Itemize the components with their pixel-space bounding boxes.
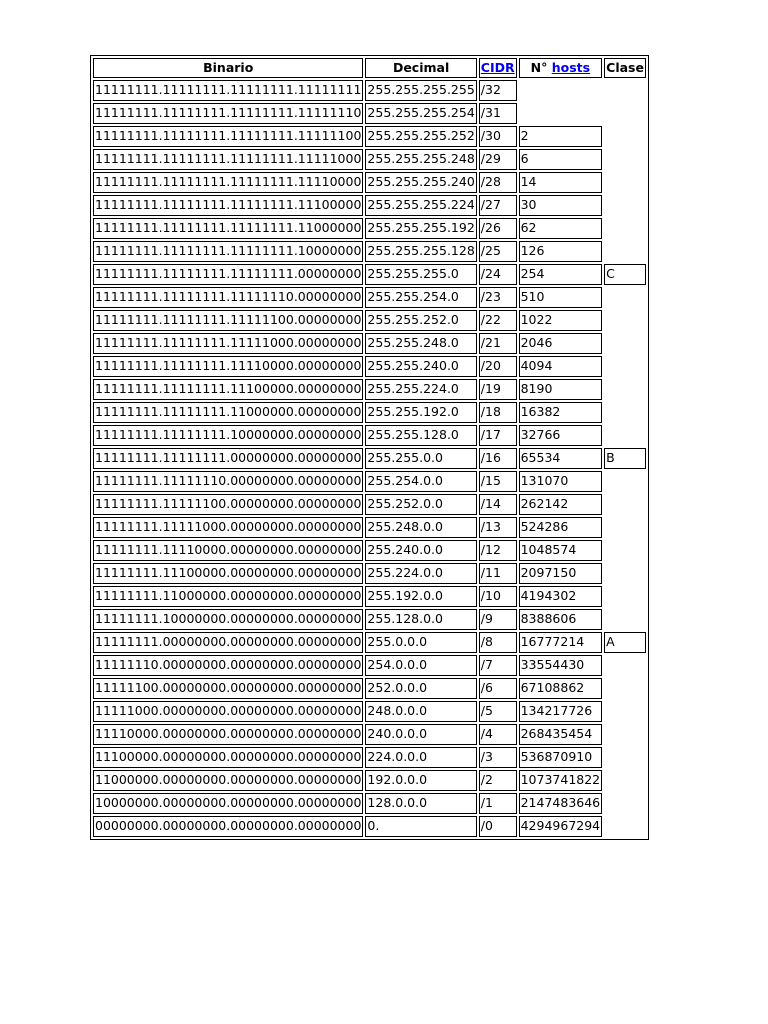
cell-hosts: 2097150 — [519, 563, 603, 584]
cell-decimal: 255.255.0.0 — [365, 448, 476, 469]
cell-hosts-empty — [519, 80, 646, 124]
cell-hosts: 6 — [519, 149, 603, 170]
header-hosts — [519, 58, 603, 78]
cell-clase — [604, 402, 646, 423]
table-row — [93, 540, 646, 561]
cell-hosts: 4094 — [519, 356, 603, 377]
cell-decimal: 255.255.255.254 — [365, 103, 476, 124]
cell-cidr: /6 — [479, 678, 517, 699]
cell-clase — [604, 471, 646, 492]
cell-hosts: 268435454 — [519, 724, 603, 745]
cell-cidr: /14 — [479, 494, 517, 515]
cell-hosts: 134217726 — [519, 701, 603, 722]
cell-decimal: 224.0.0.0 — [365, 747, 476, 768]
cell-hosts: 33554430 — [519, 655, 603, 676]
cell-decimal: 255.255.254.0 — [365, 287, 476, 308]
cell-clase — [604, 126, 646, 147]
cell-binario: 11111111.11111111.11111100.00000000 — [93, 310, 363, 331]
cell-hosts: 510 — [519, 287, 603, 308]
table-row — [93, 678, 646, 699]
cell-cidr: /9 — [479, 609, 517, 630]
table-row — [93, 655, 646, 676]
cell-clase — [604, 425, 646, 446]
cidr-link[interactable]: CIDR — [480, 59, 515, 75]
cell-binario: 11000000.00000000.00000000.00000000 — [93, 770, 363, 791]
cell-clase — [604, 724, 646, 745]
cell-cidr: /7 — [479, 655, 517, 676]
cell-hosts: 126 — [519, 241, 603, 262]
table-row — [93, 218, 646, 239]
cell-cidr: /19 — [479, 379, 517, 400]
cell-decimal: 255.192.0.0 — [365, 586, 476, 607]
table-row — [93, 816, 646, 837]
cell-binario: 11111111.11111111.10000000.00000000 — [93, 425, 363, 446]
cell-decimal: 254.0.0.0 — [365, 655, 476, 676]
table-row — [93, 747, 646, 768]
table-row — [93, 333, 646, 354]
cell-cidr: /23 — [479, 287, 517, 308]
cell-binario: 11111111.00000000.00000000.00000000 — [93, 632, 363, 653]
hosts-link[interactable]: hosts — [551, 59, 591, 75]
table-row — [93, 195, 646, 216]
cell-binario: 10000000.00000000.00000000.00000000 — [93, 793, 363, 814]
header-decimal: Decimal — [365, 58, 476, 78]
cell-binario: 11111111.11111111.11111111.11111111 — [93, 80, 363, 101]
cell-cidr: /10 — [479, 586, 517, 607]
cell-cidr: /3 — [479, 747, 517, 768]
cell-cidr: /1 — [479, 793, 517, 814]
cell-binario: 11111111.11111110.00000000.00000000 — [93, 471, 363, 492]
cell-clase — [604, 172, 646, 193]
cell-decimal: 255.255.255.255 — [365, 80, 476, 101]
cell-decimal: 255.128.0.0 — [365, 609, 476, 630]
cell-clase — [604, 701, 646, 722]
cell-clase: B — [604, 448, 646, 469]
cell-hosts: 2147483646 — [519, 793, 603, 814]
cell-binario: 11111111.11111111.11111111.00000000 — [93, 264, 363, 285]
table-row — [93, 287, 646, 308]
cell-cidr: /25 — [479, 241, 517, 262]
cell-hosts: 131070 — [519, 471, 603, 492]
cell-decimal: 255.255.255.240 — [365, 172, 476, 193]
table-row — [93, 724, 646, 745]
cell-clase: A — [604, 632, 646, 653]
cell-decimal: 255.255.252.0 — [365, 310, 476, 331]
table-row — [93, 425, 646, 446]
cell-decimal: 255.255.224.0 — [365, 379, 476, 400]
cell-clase — [604, 241, 646, 262]
cell-hosts: 30 — [519, 195, 603, 216]
cell-cidr: /5 — [479, 701, 517, 722]
cell-binario: 11110000.00000000.00000000.00000000 — [93, 724, 363, 745]
cell-cidr: /32 — [479, 80, 517, 101]
cell-cidr: /16 — [479, 448, 517, 469]
cell-binario: 11111111.11000000.00000000.00000000 — [93, 586, 363, 607]
cell-decimal: 255.255.255.128 — [365, 241, 476, 262]
cell-clase — [604, 333, 646, 354]
cell-decimal: 255.255.255.252 — [365, 126, 476, 147]
cell-binario: 11111111.11111111.11111111.11000000 — [93, 218, 363, 239]
cell-clase — [604, 195, 646, 216]
cell-clase — [604, 356, 646, 377]
cell-cidr: /15 — [479, 471, 517, 492]
header-cidr — [479, 58, 517, 78]
cell-cidr: /2 — [479, 770, 517, 791]
table-row — [93, 517, 646, 538]
cell-decimal: 255.255.128.0 — [365, 425, 476, 446]
table-row — [93, 172, 646, 193]
cell-hosts: 8190 — [519, 379, 603, 400]
cell-binario: 11111111.11111111.11111111.11110000 — [93, 172, 363, 193]
cell-decimal: 255.0.0.0 — [365, 632, 476, 653]
cell-clase — [604, 494, 646, 515]
cell-decimal: 255.255.248.0 — [365, 333, 476, 354]
cell-binario: 11111111.11111111.11100000.00000000 — [93, 379, 363, 400]
cell-binario: 11111111.11111111.11111000.00000000 — [93, 333, 363, 354]
table-row — [93, 379, 646, 400]
cell-binario: 11111111.11111111.11000000.00000000 — [93, 402, 363, 423]
table-header-row — [93, 58, 646, 78]
cell-hosts: 4194302 — [519, 586, 603, 607]
cell-cidr: /29 — [479, 149, 517, 170]
cell-cidr: /27 — [479, 195, 517, 216]
cell-binario: 11111111.11111111.11111111.11111100 — [93, 126, 363, 147]
cell-hosts: 16777214 — [519, 632, 603, 653]
cell-decimal: 255.255.255.192 — [365, 218, 476, 239]
cell-hosts: 2046 — [519, 333, 603, 354]
table-row — [93, 264, 646, 285]
cell-clase — [604, 379, 646, 400]
table-row — [93, 126, 646, 147]
table-row — [93, 149, 646, 170]
cell-clase — [604, 540, 646, 561]
cell-hosts: 1073741822 — [519, 770, 603, 791]
cell-hosts: 4294967294 — [519, 816, 603, 837]
cell-decimal: 255.240.0.0 — [365, 540, 476, 561]
cell-hosts: 262142 — [519, 494, 603, 515]
cell-hosts: 1048574 — [519, 540, 603, 561]
cell-cidr: /0 — [479, 816, 517, 837]
cell-clase — [604, 793, 646, 814]
cell-clase — [604, 218, 646, 239]
cell-hosts: 536870910 — [519, 747, 603, 768]
cell-decimal: 248.0.0.0 — [365, 701, 476, 722]
cell-binario: 11111111.11111111.11111111.11100000 — [93, 195, 363, 216]
cell-binario: 11111111.11111111.11111111.10000000 — [93, 241, 363, 262]
cell-binario: 11111111.11111111.11111111.11111110 — [93, 103, 363, 124]
table-row — [93, 471, 646, 492]
table-row — [93, 80, 646, 101]
cell-cidr: /4 — [479, 724, 517, 745]
cell-binario: 11111111.11100000.00000000.00000000 — [93, 563, 363, 584]
cell-clase — [604, 747, 646, 768]
cell-hosts: 8388606 — [519, 609, 603, 630]
cell-decimal: 255.248.0.0 — [365, 517, 476, 538]
subnet-mask-table — [90, 55, 649, 840]
table-row — [93, 632, 646, 653]
table-row — [93, 793, 646, 814]
cell-hosts: 1022 — [519, 310, 603, 331]
cell-cidr: /13 — [479, 517, 517, 538]
cell-decimal: 128.0.0.0 — [365, 793, 476, 814]
cell-decimal: 255.255.240.0 — [365, 356, 476, 377]
cell-clase — [604, 563, 646, 584]
cell-clase — [604, 287, 646, 308]
hosts-prefix: N° — [530, 59, 548, 75]
cell-binario: 11111100.00000000.00000000.00000000 — [93, 678, 363, 699]
cell-clase — [604, 770, 646, 791]
cell-cidr: /11 — [479, 563, 517, 584]
table-row — [93, 609, 646, 630]
cell-hosts: 16382 — [519, 402, 603, 423]
cell-binario: 11111110.00000000.00000000.00000000 — [93, 655, 363, 676]
cell-cidr: /24 — [479, 264, 517, 285]
cell-clase — [604, 655, 646, 676]
cell-binario: 11111111.11111111.11111110.00000000 — [93, 287, 363, 308]
cell-clase — [604, 678, 646, 699]
cell-clase — [604, 517, 646, 538]
cell-decimal: 255.254.0.0 — [365, 471, 476, 492]
cell-cidr: /28 — [479, 172, 517, 193]
cell-hosts: 67108862 — [519, 678, 603, 699]
table-row — [93, 448, 646, 469]
cell-decimal: 255.224.0.0 — [365, 563, 476, 584]
cell-cidr: /20 — [479, 356, 517, 377]
cell-decimal: 255.255.255.248 — [365, 149, 476, 170]
cell-decimal: 252.0.0.0 — [365, 678, 476, 699]
cell-binario: 11111111.11111111.00000000.00000000 — [93, 448, 363, 469]
cell-hosts: 14 — [519, 172, 603, 193]
cell-decimal: 240.0.0.0 — [365, 724, 476, 745]
cell-cidr: /26 — [479, 218, 517, 239]
table-row — [93, 241, 646, 262]
cell-hosts: 524286 — [519, 517, 603, 538]
header-binario: Binario — [93, 58, 363, 78]
cell-clase — [604, 816, 646, 837]
table-row — [93, 356, 646, 377]
cell-cidr: /18 — [479, 402, 517, 423]
cell-binario: 00000000.00000000.00000000.00000000 — [93, 816, 363, 837]
cell-hosts: 65534 — [519, 448, 603, 469]
cell-clase — [604, 586, 646, 607]
table-row — [93, 310, 646, 331]
cell-decimal: 192.0.0.0 — [365, 770, 476, 791]
cell-decimal: 255.255.192.0 — [365, 402, 476, 423]
cell-binario: 11111000.00000000.00000000.00000000 — [93, 701, 363, 722]
table-row — [93, 402, 646, 423]
cell-clase — [604, 149, 646, 170]
cell-hosts: 62 — [519, 218, 603, 239]
cell-binario: 11111111.11111111.11111111.11111000 — [93, 149, 363, 170]
cell-cidr: /21 — [479, 333, 517, 354]
cell-cidr: /8 — [479, 632, 517, 653]
cell-clase — [604, 310, 646, 331]
table-row — [93, 701, 646, 722]
table-body — [93, 80, 646, 837]
cell-cidr: /17 — [479, 425, 517, 446]
cell-decimal: 255.252.0.0 — [365, 494, 476, 515]
cell-binario: 11111111.11111000.00000000.00000000 — [93, 517, 363, 538]
table-row — [93, 563, 646, 584]
table-row — [93, 770, 646, 791]
cell-binario: 11111111.11111100.00000000.00000000 — [93, 494, 363, 515]
cell-hosts: 32766 — [519, 425, 603, 446]
cell-decimal: 255.255.255.0 — [365, 264, 476, 285]
cell-clase: C — [604, 264, 646, 285]
table-row — [93, 494, 646, 515]
cell-cidr: /31 — [479, 103, 517, 124]
cell-clase — [604, 609, 646, 630]
cell-binario: 11111111.11111111.11110000.00000000 — [93, 356, 363, 377]
cell-binario: 11111111.11110000.00000000.00000000 — [93, 540, 363, 561]
cell-decimal: 255.255.255.224 — [365, 195, 476, 216]
cell-binario: 11111111.10000000.00000000.00000000 — [93, 609, 363, 630]
cell-cidr: /22 — [479, 310, 517, 331]
cell-hosts: 254 — [519, 264, 603, 285]
cell-hosts: 2 — [519, 126, 603, 147]
header-clase: Clase — [604, 58, 646, 78]
cell-binario: 11100000.00000000.00000000.00000000 — [93, 747, 363, 768]
table-row — [93, 586, 646, 607]
cell-cidr: /30 — [479, 126, 517, 147]
cell-decimal: 0. — [365, 816, 476, 837]
cell-cidr: /12 — [479, 540, 517, 561]
